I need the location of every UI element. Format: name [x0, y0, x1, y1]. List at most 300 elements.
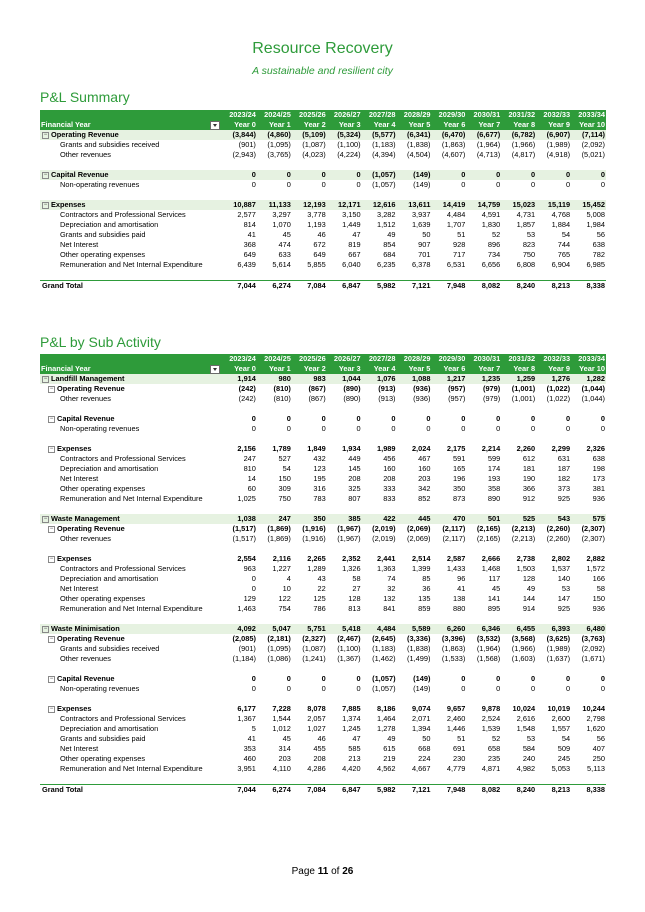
- value-cell: 701: [418, 250, 431, 259]
- value-cell: 1,038: [222, 514, 257, 524]
- value-cell: 208: [348, 474, 361, 483]
- value-cell: 6,378: [411, 260, 431, 269]
- page-footer: [0, 866, 645, 877]
- value-cell: 9,878: [481, 704, 501, 713]
- value-cell: 1,394: [411, 724, 431, 733]
- row-label: Other revenues: [60, 394, 111, 403]
- spacer-row: [40, 190, 606, 200]
- value-cell: 765: [557, 250, 571, 259]
- table-row: [40, 604, 606, 614]
- table-row: [40, 574, 606, 584]
- collapse-toggle-icon[interactable]: −: [43, 201, 48, 208]
- pl-subactivity-table: [40, 354, 606, 795]
- value-cell: (1,022): [546, 394, 571, 403]
- value-cell: 0: [461, 684, 466, 693]
- value-cell: 0: [496, 414, 501, 423]
- year-header: 2027/28: [362, 110, 397, 120]
- value-cell: 145: [348, 464, 361, 473]
- row-label: Grants and subsidies received: [60, 140, 160, 149]
- value-cell: (913): [378, 394, 396, 403]
- value-cell: (979): [482, 384, 501, 393]
- value-cell: 12,616: [362, 200, 397, 210]
- value-cell: 0: [286, 414, 291, 423]
- year-header: 2026/27: [327, 110, 362, 120]
- filter-dropdown-icon[interactable]: [210, 121, 220, 130]
- value-cell: 6,480: [571, 624, 606, 634]
- row-label-cell: [40, 764, 222, 774]
- value-cell: 247: [243, 454, 256, 463]
- value-cell: 46: [317, 734, 326, 743]
- value-cell: (7,114): [571, 130, 606, 140]
- collapse-toggle-icon[interactable]: −: [49, 705, 54, 712]
- year-header: 2023/24: [222, 354, 257, 364]
- value-cell: (4,918): [546, 150, 571, 159]
- collapse-toggle-icon[interactable]: −: [49, 675, 54, 682]
- value-cell: 12,193: [292, 200, 327, 210]
- row-label: Other revenues: [60, 534, 111, 543]
- value-cell: 470: [431, 514, 466, 524]
- value-cell: 7,885: [342, 704, 361, 713]
- value-cell: (1,637): [546, 654, 571, 663]
- value-cell: 4,871: [481, 764, 501, 773]
- value-cell: 182: [557, 474, 571, 483]
- year-header: 2031/32: [501, 110, 536, 120]
- value-cell: (2,943): [232, 150, 256, 159]
- table-row: [40, 564, 606, 574]
- value-cell: 250: [592, 754, 605, 763]
- value-cell: 1,537: [551, 564, 571, 573]
- value-cell: 49: [387, 230, 396, 239]
- value-cell: (242): [238, 384, 256, 393]
- value-cell: 914: [522, 604, 536, 613]
- value-cell: 6,808: [516, 260, 536, 269]
- value-cell: (3,625): [546, 634, 571, 643]
- table-row: [40, 754, 606, 764]
- value-cell: 5,047: [257, 624, 292, 634]
- value-cell: 333: [383, 484, 396, 493]
- value-cell: (1,966): [511, 140, 536, 149]
- value-cell: 4,779: [446, 764, 466, 773]
- value-cell: 193: [487, 474, 501, 483]
- value-cell: 10: [282, 584, 291, 593]
- collapse-toggle-icon[interactable]: −: [49, 555, 54, 562]
- value-cell: 4,667: [411, 764, 431, 773]
- group-row: [40, 170, 606, 180]
- value-cell: 14,419: [431, 200, 466, 210]
- table-row: [40, 764, 606, 774]
- value-cell: 122: [278, 594, 291, 603]
- value-cell: 1,849: [307, 444, 326, 453]
- year-header: 2029/30: [431, 110, 466, 120]
- value-cell: 224: [418, 754, 431, 763]
- value-cell: 631: [557, 454, 571, 463]
- value-cell: (901): [238, 140, 256, 149]
- value-cell: 1,544: [272, 714, 291, 723]
- value-cell: 0: [565, 414, 571, 423]
- value-cell: 0: [461, 414, 466, 423]
- pl-summary-table: [40, 110, 606, 291]
- value-cell: 0: [600, 684, 605, 693]
- value-cell: (1,241): [302, 654, 326, 663]
- value-cell: 144: [522, 594, 536, 603]
- year-header: 2029/30: [431, 354, 466, 364]
- footer-of: of: [328, 866, 343, 877]
- row-label-cell: [40, 260, 222, 270]
- value-cell: 5,855: [307, 260, 326, 269]
- value-cell: 4,092: [222, 624, 257, 634]
- value-cell: 1,830: [481, 220, 501, 229]
- spacer-row: [40, 614, 606, 624]
- header-row-years: [40, 110, 606, 120]
- header-corner: [40, 354, 222, 364]
- table-row: [40, 534, 606, 544]
- year-label-header: Year 6: [431, 364, 466, 374]
- table-row: [40, 714, 606, 724]
- value-cell: (3,336): [407, 634, 431, 643]
- value-cell: 52: [492, 734, 501, 743]
- value-cell: (1,568): [476, 654, 501, 663]
- row-label-cell: [40, 564, 222, 574]
- value-cell: (2,069): [407, 534, 431, 543]
- value-cell: (2,260): [546, 534, 571, 543]
- value-cell: 5: [251, 724, 256, 733]
- spacer-row: [40, 664, 606, 674]
- value-cell: 5,751: [292, 624, 327, 634]
- value-cell: (1,671): [581, 654, 605, 663]
- row-label-cell: [40, 604, 222, 614]
- value-cell: 208: [383, 474, 396, 483]
- value-cell: (2,019): [372, 524, 396, 533]
- year-header: 2033/34: [571, 354, 606, 364]
- value-cell: (2,307): [581, 534, 605, 543]
- value-cell: (913): [378, 384, 396, 393]
- row-label: Remuneration and Net Internal Expenditure: [60, 260, 203, 269]
- year-header: 2030/31: [466, 354, 501, 364]
- value-cell: 4,484: [446, 210, 466, 219]
- row-label: Other operating expenses: [60, 484, 146, 493]
- value-cell: 0: [461, 424, 466, 433]
- row-label: Capital Revenue: [57, 414, 115, 423]
- table-row: [40, 180, 606, 190]
- value-cell: 907: [418, 240, 431, 249]
- value-cell: 0: [251, 424, 256, 433]
- value-cell: 0: [286, 674, 291, 683]
- value-cell: 585: [348, 744, 361, 753]
- value-cell: 449: [348, 454, 361, 463]
- value-cell: 1,572: [586, 564, 605, 573]
- value-cell: 174: [487, 464, 501, 473]
- spacer-row: [40, 404, 606, 414]
- value-cell: 1,076: [362, 374, 397, 384]
- value-cell: 5,614: [272, 260, 291, 269]
- value-cell: (6,470): [431, 130, 466, 140]
- value-cell: 852: [418, 494, 431, 503]
- value-cell: 2,577: [237, 210, 256, 219]
- value-cell: 141: [487, 594, 501, 603]
- value-cell: (3,396): [441, 634, 466, 643]
- value-cell: 1,468: [481, 564, 501, 573]
- value-cell: 125: [313, 594, 326, 603]
- value-cell: 12,171: [327, 200, 362, 210]
- value-cell: 41: [457, 584, 466, 593]
- value-cell: 8,338: [571, 785, 606, 796]
- value-cell: 2,666: [481, 554, 501, 563]
- value-cell: 0: [600, 674, 605, 683]
- row-label: Capital Revenue: [57, 674, 115, 683]
- value-cell: (2,019): [372, 534, 396, 543]
- page-subtitle: A sustainable and resilient city: [252, 65, 393, 77]
- value-cell: (2,069): [407, 524, 431, 533]
- row-label-cell: [40, 654, 222, 664]
- value-cell: 208: [313, 754, 326, 763]
- page-number: 11: [317, 866, 329, 877]
- activity-row: [40, 374, 606, 384]
- value-cell: 658: [487, 744, 501, 753]
- value-cell: 684: [383, 250, 396, 259]
- row-label: Grand Total: [42, 281, 83, 290]
- collapse-toggle-icon[interactable]: −: [43, 171, 48, 178]
- value-cell: 4,420: [342, 764, 361, 773]
- collapse-toggle-icon[interactable]: −: [43, 515, 48, 522]
- value-cell: 0: [321, 414, 326, 423]
- value-cell: 366: [522, 484, 536, 493]
- value-cell: (1,184): [232, 654, 256, 663]
- value-cell: 667: [348, 250, 361, 259]
- table-row: [40, 584, 606, 594]
- value-cell: 1,025: [237, 494, 256, 503]
- value-cell: 36: [422, 584, 431, 593]
- value-cell: (1,462): [372, 654, 396, 663]
- value-cell: 575: [571, 514, 606, 524]
- value-cell: 1,282: [571, 374, 606, 384]
- row-label-cell: [40, 384, 222, 394]
- value-cell: 980: [257, 374, 292, 384]
- value-cell: 6,274: [257, 281, 292, 292]
- row-label-cell: [40, 754, 222, 764]
- value-cell: 0: [251, 674, 256, 683]
- value-cell: 814: [243, 220, 256, 229]
- value-cell: 0: [565, 180, 571, 189]
- value-cell: 49: [526, 584, 536, 593]
- value-cell: 612: [522, 454, 536, 463]
- collapse-toggle-icon[interactable]: −: [49, 415, 54, 422]
- value-cell: 0: [251, 584, 256, 593]
- value-cell: (5,324): [327, 130, 362, 140]
- value-cell: 5,589: [397, 624, 432, 634]
- value-cell: 0: [391, 424, 396, 433]
- value-cell: 895: [487, 604, 501, 613]
- value-cell: 15,119: [536, 200, 571, 210]
- value-cell: (2,165): [476, 534, 501, 543]
- value-cell: (2,117): [442, 534, 466, 543]
- table-row: [40, 464, 606, 474]
- table-row: [40, 654, 606, 664]
- value-cell: 2,460: [446, 714, 466, 723]
- year-label-header: Year 5: [397, 120, 432, 130]
- value-cell: 501: [466, 514, 501, 524]
- collapse-toggle-icon[interactable]: −: [49, 635, 54, 642]
- value-cell: 0: [251, 684, 256, 693]
- value-cell: 43: [317, 574, 326, 583]
- value-cell: 1,399: [411, 564, 431, 573]
- column-label-text: Financial Year: [41, 120, 91, 129]
- value-cell: (1,057): [372, 180, 396, 189]
- value-cell: (1,086): [267, 654, 291, 663]
- header-row-years: [40, 354, 606, 364]
- collapse-toggle-icon[interactable]: −: [43, 625, 48, 632]
- value-cell: 53: [526, 734, 536, 743]
- value-cell: 245: [557, 754, 571, 763]
- row-label-cell: [40, 180, 222, 190]
- value-cell: 6,985: [586, 260, 605, 269]
- value-cell: 45: [492, 584, 501, 593]
- year-header: 2024/25: [257, 110, 292, 120]
- value-cell: (1,057): [362, 170, 397, 180]
- table-row: [40, 734, 606, 744]
- collapse-toggle-icon[interactable]: −: [49, 525, 54, 532]
- value-cell: (6,341): [397, 130, 432, 140]
- value-cell: 58: [352, 574, 361, 583]
- section-title-summary: P&L Summary: [40, 89, 130, 105]
- row-label-cell: [40, 454, 222, 464]
- value-cell: 615: [383, 744, 396, 753]
- value-cell: 819: [348, 240, 361, 249]
- value-cell: 880: [453, 604, 466, 613]
- value-cell: 6,235: [377, 260, 396, 269]
- value-cell: 2,057: [307, 714, 326, 723]
- spacer-row: [40, 544, 606, 554]
- value-cell: (1,499): [407, 654, 431, 663]
- value-cell: 56: [596, 734, 605, 743]
- value-cell: 4,982: [516, 764, 536, 773]
- value-cell: 456: [383, 454, 396, 463]
- value-cell: 936: [592, 494, 605, 503]
- value-cell: 5,982: [362, 281, 397, 292]
- value-cell: 1,984: [586, 220, 605, 229]
- value-cell: (1,095): [267, 644, 291, 653]
- value-cell: 783: [313, 494, 326, 503]
- value-cell: 41: [247, 734, 256, 743]
- value-cell: 123: [313, 464, 326, 473]
- collapse-toggle-icon[interactable]: −: [43, 131, 48, 138]
- group-row: [40, 200, 606, 210]
- value-cell: 672: [313, 240, 326, 249]
- year-label-header: Year 1: [257, 364, 292, 374]
- row-label: Other revenues: [60, 654, 111, 663]
- value-cell: 0: [600, 180, 605, 189]
- value-cell: 474: [278, 240, 291, 249]
- row-label-cell: [40, 140, 222, 150]
- value-cell: 0: [531, 424, 536, 433]
- value-cell: 638: [592, 454, 605, 463]
- value-cell: (2,645): [372, 634, 396, 643]
- row-label: Grand Total: [42, 785, 83, 794]
- value-cell: 8,213: [536, 281, 571, 292]
- collapse-toggle-icon[interactable]: −: [43, 375, 48, 382]
- value-cell: 173: [592, 474, 605, 483]
- value-cell: 936: [592, 604, 605, 613]
- value-cell: 0: [356, 684, 361, 693]
- value-cell: 0: [286, 180, 291, 189]
- row-label: Net Interest: [60, 584, 99, 593]
- value-cell: 599: [487, 454, 501, 463]
- value-cell: (2,213): [511, 534, 536, 543]
- value-cell: 4,562: [377, 764, 396, 773]
- year-header: 2024/25: [257, 354, 292, 364]
- value-cell: 1,276: [536, 374, 571, 384]
- value-cell: 0: [356, 674, 361, 683]
- row-label-cell: [40, 250, 222, 260]
- value-cell: 841: [383, 604, 396, 613]
- collapse-toggle-icon[interactable]: −: [49, 445, 54, 452]
- value-cell: 15,452: [571, 200, 606, 210]
- value-cell: 0: [292, 170, 327, 180]
- table-row: [40, 744, 606, 754]
- value-cell: 129: [243, 594, 256, 603]
- value-cell: 807: [348, 494, 361, 503]
- value-cell: 8,078: [307, 704, 326, 713]
- value-cell: (1,100): [337, 644, 361, 653]
- value-cell: 649: [313, 250, 326, 259]
- subgroup-row: [40, 704, 606, 714]
- value-cell: 160: [418, 464, 431, 473]
- value-cell: 833: [383, 494, 396, 503]
- row-label: Non-operating revenues: [60, 424, 140, 433]
- value-cell: 140: [557, 574, 571, 583]
- value-cell: 5,982: [362, 785, 397, 796]
- value-cell: 50: [422, 230, 431, 239]
- spacer-row: [40, 774, 606, 785]
- value-cell: 584: [522, 744, 536, 753]
- row-label-cell: [40, 785, 222, 796]
- value-cell: 53: [561, 584, 571, 593]
- table-row: [40, 474, 606, 484]
- value-cell: (2,213): [511, 524, 536, 533]
- value-cell: 8,240: [501, 281, 536, 292]
- value-cell: 1,374: [342, 714, 361, 723]
- value-cell: 1,857: [516, 220, 536, 229]
- value-cell: 1,789: [272, 444, 291, 453]
- filter-dropdown-icon[interactable]: [210, 365, 220, 374]
- value-cell: 54: [282, 464, 291, 473]
- value-cell: 195: [313, 474, 326, 483]
- table-row: [40, 684, 606, 694]
- value-cell: 1,012: [272, 724, 291, 733]
- value-cell: (4,607): [441, 150, 466, 159]
- value-cell: 350: [453, 484, 466, 493]
- collapse-toggle-icon[interactable]: −: [49, 385, 54, 392]
- value-cell: 1,449: [342, 220, 361, 229]
- row-label: Remuneration and Net Internal Expenditure: [60, 764, 203, 773]
- value-cell: 1,639: [411, 220, 431, 229]
- value-cell: 782: [592, 250, 605, 259]
- table-row: [40, 250, 606, 260]
- value-cell: 3,778: [307, 210, 326, 219]
- year-label-header: Year 7: [466, 364, 501, 374]
- value-cell: 2,175: [446, 444, 466, 453]
- value-cell: 5,053: [551, 764, 571, 773]
- row-label: Waste Minimisation: [51, 624, 120, 633]
- value-cell: (1,603): [511, 654, 536, 663]
- value-cell: 198: [592, 464, 605, 473]
- activity-row: [40, 624, 606, 634]
- value-cell: (890): [343, 384, 361, 393]
- row-label: Expenses: [57, 444, 92, 453]
- value-cell: 9,074: [411, 704, 431, 713]
- value-cell: 350: [292, 514, 327, 524]
- row-label: Capital Revenue: [51, 170, 109, 179]
- value-cell: (867): [308, 394, 326, 403]
